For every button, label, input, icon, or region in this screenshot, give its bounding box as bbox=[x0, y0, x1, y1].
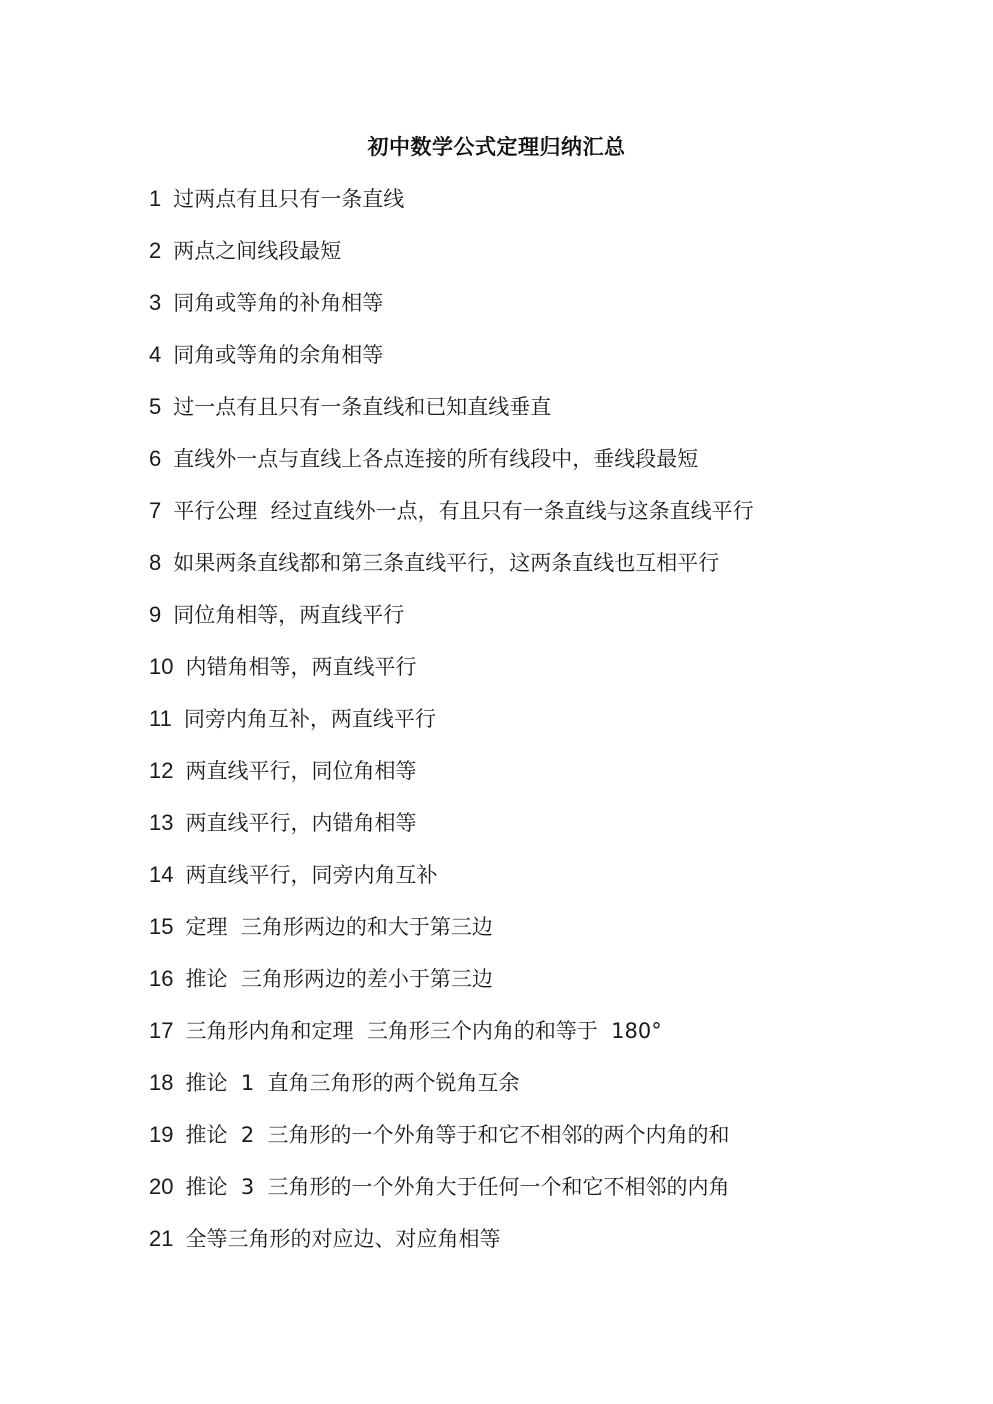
item-number: 12 bbox=[149, 758, 174, 783]
list-item bbox=[149, 1013, 949, 1065]
item-text: 两直线平行，内错角相等 bbox=[185, 811, 417, 835]
item-number: 4 bbox=[149, 342, 162, 367]
list-item bbox=[149, 649, 949, 701]
item-number: 21 bbox=[149, 1226, 174, 1251]
item-text: 推论 三角形两边的差小于第三边 bbox=[185, 967, 493, 991]
item-number: 18 bbox=[149, 1070, 174, 1095]
page-title: 初中数学公式定理归纳汇总 bbox=[367, 134, 626, 159]
item-text: 推论 1 直角三角形的两个锐角互余 bbox=[185, 1071, 520, 1095]
list-item bbox=[149, 285, 949, 337]
item-number: 11 bbox=[149, 706, 172, 731]
item-text: 同位角相等，两直线平行 bbox=[173, 603, 405, 627]
item-text: 直线外一点与直线上各点连接的所有线段中，垂线段最短 bbox=[173, 447, 699, 471]
item-text: 平行公理 经过直线外一点，有且只有一条直线与这条直线平行 bbox=[173, 499, 754, 523]
list-item bbox=[149, 1117, 949, 1169]
list-item bbox=[149, 597, 949, 649]
item-text: 两直线平行，同旁内角互补 bbox=[185, 863, 438, 887]
item-number: 3 bbox=[149, 290, 162, 315]
item-text: 两直线平行，同位角相等 bbox=[185, 759, 417, 783]
list-item bbox=[149, 961, 949, 1013]
list-item bbox=[149, 701, 949, 753]
item-text: 如果两条直线都和第三条直线平行，这两条直线也互相平行 bbox=[173, 551, 720, 575]
item-number: 1 bbox=[149, 186, 162, 211]
item-text: 定理 三角形两边的和大于第三边 bbox=[185, 915, 493, 939]
list-item bbox=[149, 857, 949, 909]
item-text: 内错角相等，两直线平行 bbox=[185, 655, 417, 679]
item-number: 14 bbox=[149, 862, 174, 887]
list-item bbox=[149, 805, 949, 857]
item-number: 9 bbox=[149, 602, 162, 627]
item-text: 过两点有且只有一条直线 bbox=[173, 187, 405, 211]
item-text: 同旁内角互补，两直线平行 bbox=[183, 707, 436, 731]
list-item bbox=[149, 181, 949, 233]
list-item bbox=[149, 753, 949, 805]
list-item bbox=[149, 1065, 949, 1117]
list-item bbox=[149, 337, 949, 389]
item-text: 同角或等角的余角相等 bbox=[173, 343, 384, 367]
item-text: 同角或等角的补角相等 bbox=[173, 291, 384, 315]
list-item bbox=[149, 1221, 949, 1273]
item-number: 8 bbox=[149, 550, 162, 575]
list-item bbox=[149, 493, 949, 545]
item-text: 推论 3 三角形的一个外角大于任何一个和它不相邻的内角 bbox=[185, 1175, 730, 1199]
item-number: 13 bbox=[149, 810, 174, 835]
list-item bbox=[149, 545, 949, 597]
item-number: 2 bbox=[149, 238, 162, 263]
item-number: 19 bbox=[149, 1122, 174, 1147]
item-number: 20 bbox=[149, 1174, 174, 1199]
list-item bbox=[149, 909, 949, 961]
item-number: 17 bbox=[149, 1018, 174, 1043]
item-text: 两点之间线段最短 bbox=[173, 239, 342, 263]
item-text: 全等三角形的对应边、对应角相等 bbox=[185, 1227, 501, 1251]
item-text: 推论 2 三角形的一个外角等于和它不相邻的两个内角的和 bbox=[185, 1123, 730, 1147]
item-text: 过一点有且只有一条直线和已知直线垂直 bbox=[173, 395, 552, 419]
item-number: 6 bbox=[149, 446, 162, 471]
list-item bbox=[149, 1169, 949, 1221]
theorem-list bbox=[149, 181, 949, 1273]
item-number: 7 bbox=[149, 498, 162, 523]
item-number: 15 bbox=[149, 914, 174, 939]
list-item bbox=[149, 441, 949, 493]
item-number: 16 bbox=[149, 966, 174, 991]
list-item bbox=[149, 233, 949, 285]
item-number: 10 bbox=[149, 654, 174, 679]
list-item bbox=[149, 389, 949, 441]
item-text: 三角形内角和定理 三角形三个内角的和等于 180° bbox=[185, 1019, 662, 1043]
item-number: 5 bbox=[149, 394, 162, 419]
